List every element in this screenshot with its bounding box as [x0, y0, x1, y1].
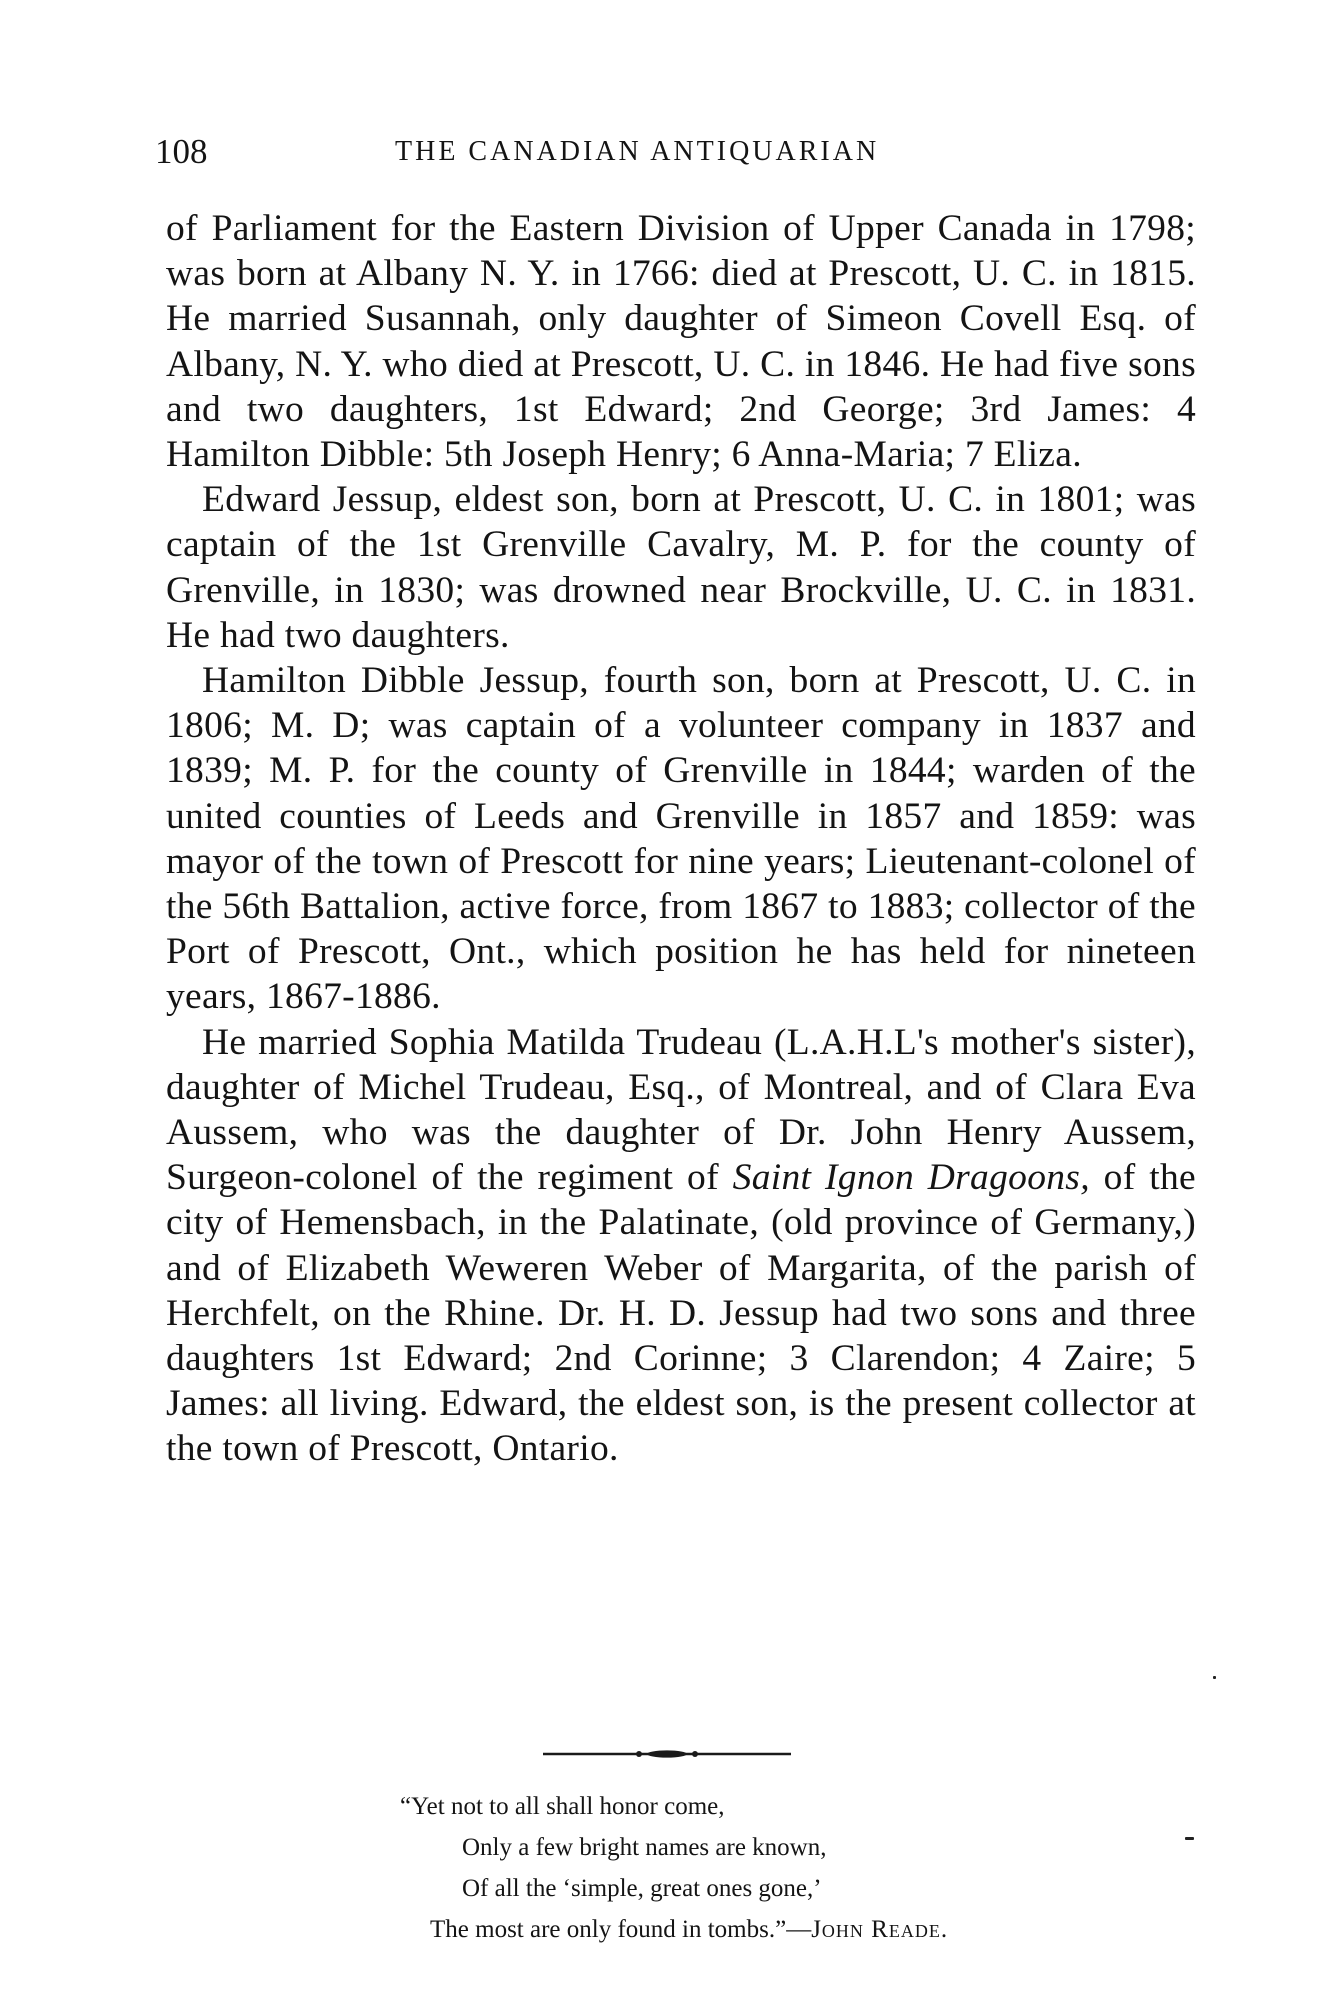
poem-line-4: [400, 1909, 1160, 1950]
section-divider-ornament: [543, 1749, 791, 1759]
body-text: [166, 206, 1196, 1472]
page-number: 108: [155, 132, 208, 171]
poem-line-4-text: The most are only found in tombs.”—: [430, 1916, 812, 1943]
paragraph-hamilton-dibble-jessup: Hamilton Dibble Jessup, fourth son, born at Prescott, U. C. in 1806; M. D; was captain of a volunteer company in 1837 and 1839; M. P. for the county of Grenville in 1844; warden of the united counties of Leeds and Grenville in 1857 and 1859: was mayor of the town of Prescott for nine years; Lieutenant-colonel of the 56th Battalion, active force, from 1867 to 1883; collector of the Port of Prescott, Ont., which position he has held for nineteen years, 1867-1886.: [166, 660, 1196, 1018]
regiment-name: Saint Ignon Dragoons,: [732, 1157, 1090, 1199]
paragraph-edward-jessup: Edward Jessup, eldest son, born at Prescott, U. C. in 1801; was captain of the 1st Grenville Cavalry, M. P. for the county of Grenville, in 1830; was drowned near Brockville, U. C. in 1831. He had two daughters.: [166, 479, 1196, 656]
marriage-text-start: He married Sophia Matilda Trudeau (L.A.H.L's mother's sister), daughter of Michel Trudeau, Esq., of Montreal, and of Clara Eva Aussem, who was the daughter of Dr. John Henry Aussem, Surgeon-colonel of the regiment of: [166, 1021, 1196, 1199]
print-speck: [1213, 1676, 1216, 1679]
poem-author: John Reade.: [811, 1916, 949, 1943]
print-speck: [1185, 1837, 1194, 1840]
poem-line-3: Of all the ‘simple, great ones gone,’: [462, 1875, 822, 1902]
paragraph-marriage: [166, 1020, 1196, 1472]
running-head: [155, 130, 1205, 174]
poem-line-1: “Yet not to all shall honor come,: [400, 1793, 725, 1820]
poem-line-2: Only a few bright names are known,: [462, 1834, 827, 1861]
marriage-text-end: of the city of Hemensbach, in the Palatinate, (old province of Germany,) and of Elizabeth Weweren Weber of Margarita, of the parish of Herchfelt, on the Rhine. Dr. H. D. Jessup had two sons and three daughters 1st Edward; 2nd Corinne; 3 Clarendon; 4 Zaire; 5 James: all living. Edward, the eldest son, is the present collector at the town of Prescott, Ontario.: [166, 1157, 1196, 1470]
epigraph-poem: [400, 1786, 1160, 1950]
paragraph-parliament: of Parliament for the Eastern Division of Upper Canada in 1798; was born at Albany N. Y. in 1766: died at Prescott, U. C. in 1815. He married Susannah, only daughter of Simeon Covell Esq. of Albany, N. Y. who died at Prescott, U. C. in 1846. He had five sons and two daughters, 1st Edward; 2nd George; 3rd James: 4 Hamilton Dibble: 5th Joseph Henry; 6 Anna-Maria; 7 Eliza.: [166, 208, 1196, 476]
journal-title: THE CANADIAN ANTIQUARIAN: [395, 136, 880, 167]
